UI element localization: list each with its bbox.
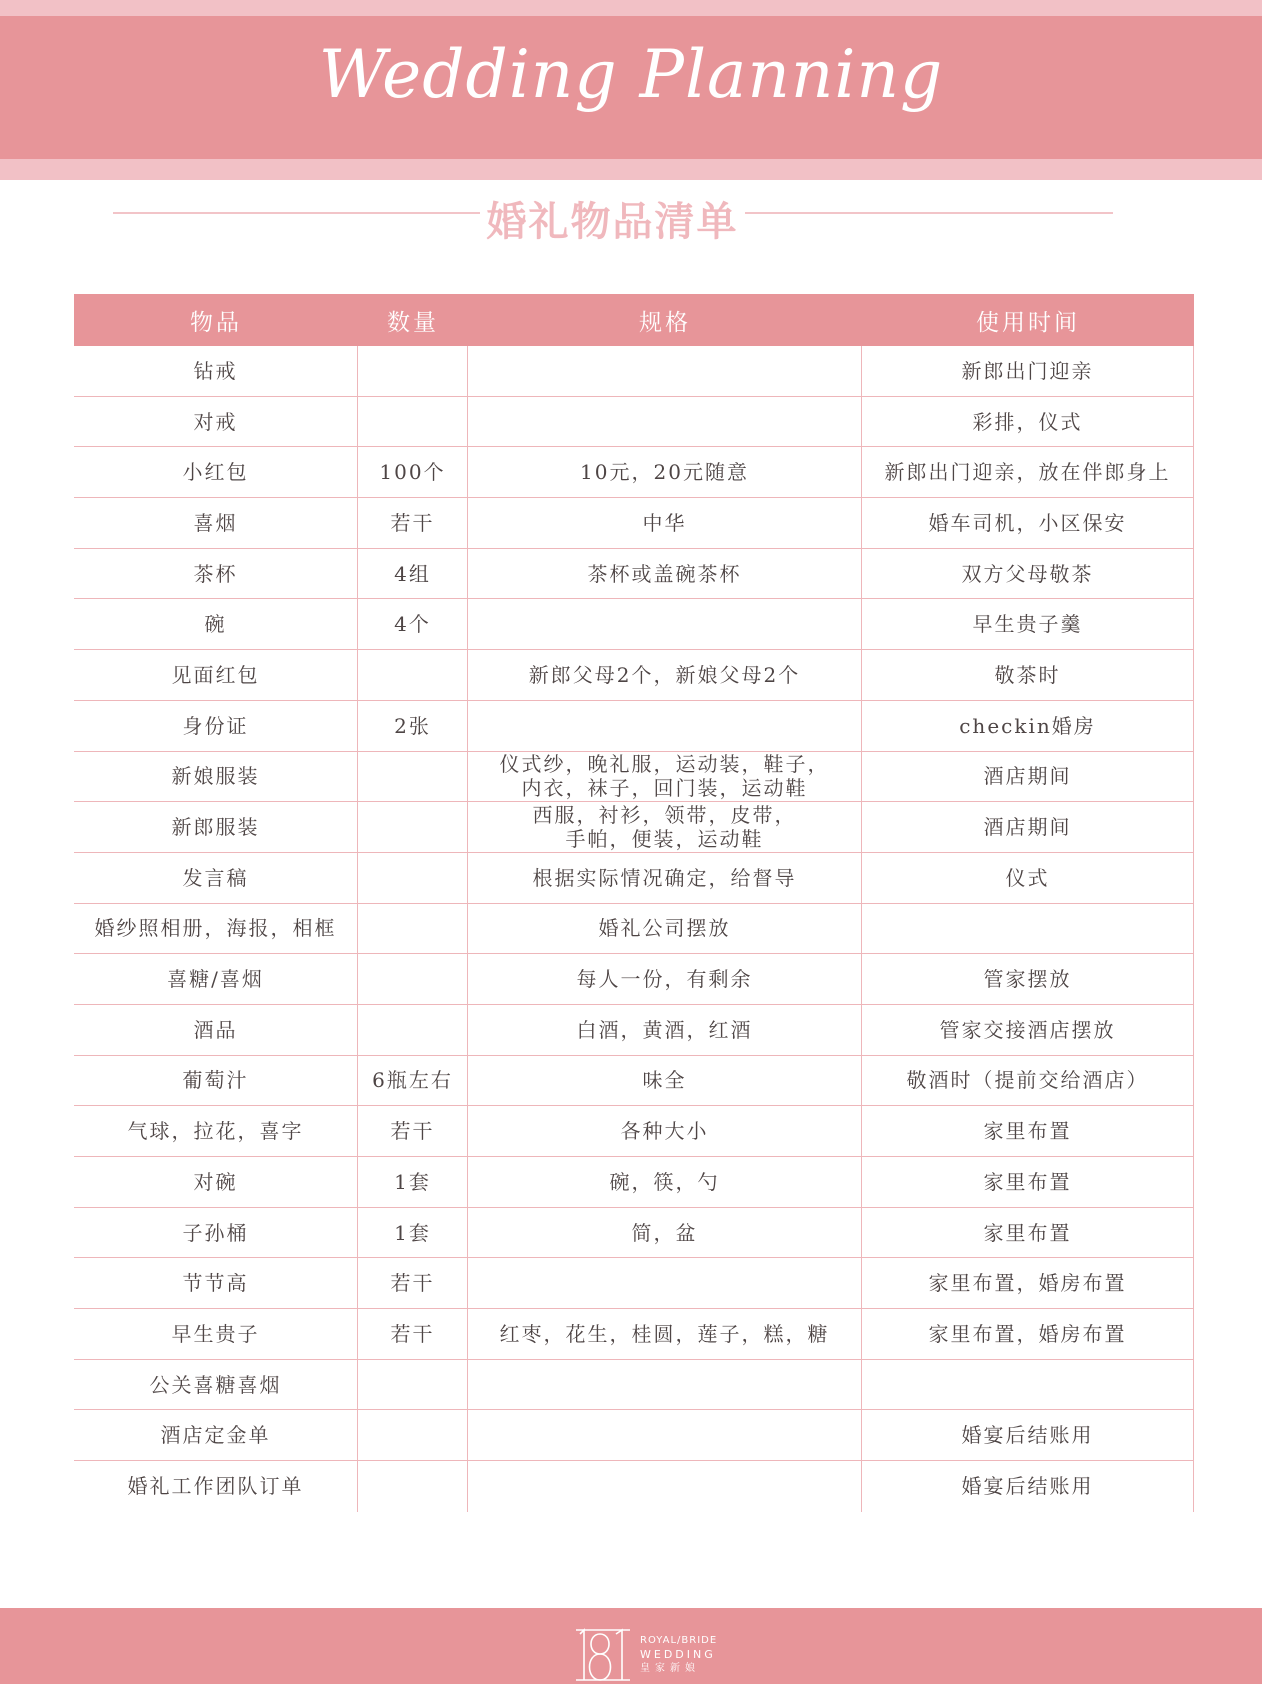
cell-item: 身份证 <box>74 701 358 751</box>
cell-item: 对戒 <box>74 397 358 447</box>
cell-time: 新郎出门迎亲 <box>862 346 1194 396</box>
cell-time: 家里布置，婚房布置 <box>862 1258 1194 1308</box>
cell-spec: 味全 <box>468 1056 862 1106</box>
cell-quantity: 1套 <box>358 1157 468 1207</box>
cell-spec: 根据实际情况确定，给督导 <box>468 853 862 903</box>
cell-item: 小红包 <box>74 447 358 497</box>
cell-spec <box>468 397 862 447</box>
royal-bride-logo-icon <box>574 1626 632 1684</box>
cell-quantity <box>358 1360 468 1410</box>
cell-spec: 10元，20元随意 <box>468 447 862 497</box>
cell-time: 管家摆放 <box>862 954 1194 1004</box>
page-title: Wedding Planning <box>318 36 944 113</box>
table-row <box>74 549 1194 600</box>
cell-item: 发言稿 <box>74 853 358 903</box>
cell-item: 碗 <box>74 599 358 649</box>
table-row <box>74 802 1194 853</box>
cell-spec: 碗，筷，勺 <box>468 1157 862 1207</box>
cell-spec: 仪式纱，晚礼服，运动装，鞋子， 内衣，袜子，回门装，运动鞋 <box>468 752 862 802</box>
cell-item: 对碗 <box>74 1157 358 1207</box>
cell-time <box>862 1360 1194 1410</box>
cell-quantity: 1套 <box>358 1208 468 1258</box>
header-bottom-strip <box>0 159 1262 180</box>
table-row <box>74 853 1194 904</box>
cell-spec <box>468 701 862 751</box>
cell-quantity <box>358 1005 468 1055</box>
cell-quantity <box>358 853 468 903</box>
cell-item: 钻戒 <box>74 346 358 396</box>
cell-spec: 茶杯或盖碗茶杯 <box>468 549 862 599</box>
table-body <box>74 346 1194 1512</box>
table-row <box>74 1056 1194 1107</box>
cell-time: 酒店期间 <box>862 802 1194 852</box>
cell-quantity <box>358 954 468 1004</box>
cell-spec <box>468 599 862 649</box>
table-row <box>74 1309 1194 1360</box>
cell-item: 葡萄汁 <box>74 1056 358 1106</box>
cell-time: 婚车司机，小区保安 <box>862 498 1194 548</box>
cell-item: 新娘服装 <box>74 752 358 802</box>
wedding-items-table <box>74 294 1194 1512</box>
cell-time: 酒店期间 <box>862 752 1194 802</box>
cell-item: 茶杯 <box>74 549 358 599</box>
table-row <box>74 447 1194 498</box>
table-header-row <box>74 294 1194 346</box>
brand-logo <box>574 1626 717 1684</box>
table-row <box>74 1157 1194 1208</box>
cell-item: 见面红包 <box>74 650 358 700</box>
cell-quantity: 若干 <box>358 1106 468 1156</box>
table-row <box>74 650 1194 701</box>
logo-text-wedding: WEDDING <box>640 1648 716 1661</box>
cell-quantity <box>358 346 468 396</box>
cell-spec: 西服，衬衫，领带，皮带， 手帕，便装，运动鞋 <box>468 802 862 852</box>
cell-item: 喜烟 <box>74 498 358 548</box>
cell-time: checkin婚房 <box>862 701 1194 751</box>
cell-quantity: 6瓶左右 <box>358 1056 468 1106</box>
cell-time: 家里布置 <box>862 1157 1194 1207</box>
cell-quantity <box>358 650 468 700</box>
table-row <box>74 1360 1194 1411</box>
cell-item: 气球，拉花，喜字 <box>74 1106 358 1156</box>
cell-item: 子孙桶 <box>74 1208 358 1258</box>
cell-quantity <box>358 1461 468 1512</box>
table-row <box>74 1208 1194 1259</box>
cell-spec: 红枣，花生，桂圆，莲子，糕，糖 <box>468 1309 862 1359</box>
cell-spec <box>468 1360 862 1410</box>
cell-time: 家里布置 <box>862 1106 1194 1156</box>
cell-time: 早生贵子羹 <box>862 599 1194 649</box>
cell-time: 敬茶时 <box>862 650 1194 700</box>
table-row <box>74 397 1194 448</box>
cell-item: 酒品 <box>74 1005 358 1055</box>
cell-time: 婚宴后结账用 <box>862 1461 1194 1512</box>
table-row <box>74 599 1194 650</box>
cell-item: 酒店定金单 <box>74 1410 358 1460</box>
cell-spec: 各种大小 <box>468 1106 862 1156</box>
cell-quantity: 若干 <box>358 1309 468 1359</box>
table-row <box>74 904 1194 955</box>
cell-quantity: 4组 <box>358 549 468 599</box>
cell-quantity <box>358 397 468 447</box>
cell-time: 管家交接酒店摆放 <box>862 1005 1194 1055</box>
cell-time <box>862 904 1194 954</box>
table-row <box>74 1410 1194 1461</box>
cell-item: 婚礼工作团队订单 <box>74 1461 358 1512</box>
cell-item: 新郎服装 <box>74 802 358 852</box>
cell-quantity: 2张 <box>358 701 468 751</box>
logo-text-royal-bride: ROYAL/BRIDE <box>640 1635 718 1646</box>
subtitle-divider-left <box>113 212 480 214</box>
cell-spec <box>468 1258 862 1308</box>
column-header-spec: 规格 <box>639 309 691 336</box>
cell-item: 早生贵子 <box>74 1309 358 1359</box>
cell-quantity: 若干 <box>358 1258 468 1308</box>
cell-time: 家里布置 <box>862 1208 1194 1258</box>
cell-quantity <box>358 904 468 954</box>
column-header-item: 物品 <box>190 309 242 336</box>
subtitle-divider-right <box>745 212 1113 214</box>
table-row <box>74 1461 1194 1512</box>
table-row <box>74 954 1194 1005</box>
cell-spec: 每人一份，有剩余 <box>468 954 862 1004</box>
cell-time: 新郎出门迎亲，放在伴郎身上 <box>862 447 1194 497</box>
cell-time: 家里布置，婚房布置 <box>862 1309 1194 1359</box>
logo-text-chinese: 皇家新娘 <box>640 1663 700 1674</box>
cell-spec: 中华 <box>468 498 862 548</box>
column-header-time: 使用时间 <box>976 309 1080 336</box>
table-row <box>74 1106 1194 1157</box>
cell-quantity <box>358 802 468 852</box>
cell-item: 公关喜糖喜烟 <box>74 1360 358 1410</box>
header-top-strip <box>0 0 1262 16</box>
cell-time: 敬酒时（提前交给酒店） <box>862 1056 1194 1106</box>
page-subtitle: 婚礼物品清单 <box>486 198 739 245</box>
cell-spec <box>468 1410 862 1460</box>
cell-spec: 婚礼公司摆放 <box>468 904 862 954</box>
cell-spec: 简，盆 <box>468 1208 862 1258</box>
cell-spec <box>468 346 862 396</box>
cell-quantity: 100个 <box>358 447 468 497</box>
cell-quantity <box>358 1410 468 1460</box>
cell-item: 喜糖/喜烟 <box>74 954 358 1004</box>
table-row <box>74 1258 1194 1309</box>
table-row <box>74 701 1194 752</box>
cell-spec: 新郎父母2个，新娘父母2个 <box>468 650 862 700</box>
cell-quantity <box>358 752 468 802</box>
table-row <box>74 498 1194 549</box>
cell-spec <box>468 1461 862 1512</box>
cell-time: 仪式 <box>862 853 1194 903</box>
cell-time: 彩排，仪式 <box>862 397 1194 447</box>
cell-quantity: 4个 <box>358 599 468 649</box>
cell-item: 节节高 <box>74 1258 358 1308</box>
table-row <box>74 346 1194 397</box>
cell-item: 婚纱照相册，海报，相框 <box>74 904 358 954</box>
cell-time: 婚宴后结账用 <box>862 1410 1194 1460</box>
cell-spec: 白酒，黄酒，红酒 <box>468 1005 862 1055</box>
table-row <box>74 752 1194 803</box>
table-row <box>74 1005 1194 1056</box>
column-header-quantity: 数量 <box>387 309 439 336</box>
cell-quantity: 若干 <box>358 498 468 548</box>
cell-time: 双方父母敬茶 <box>862 549 1194 599</box>
